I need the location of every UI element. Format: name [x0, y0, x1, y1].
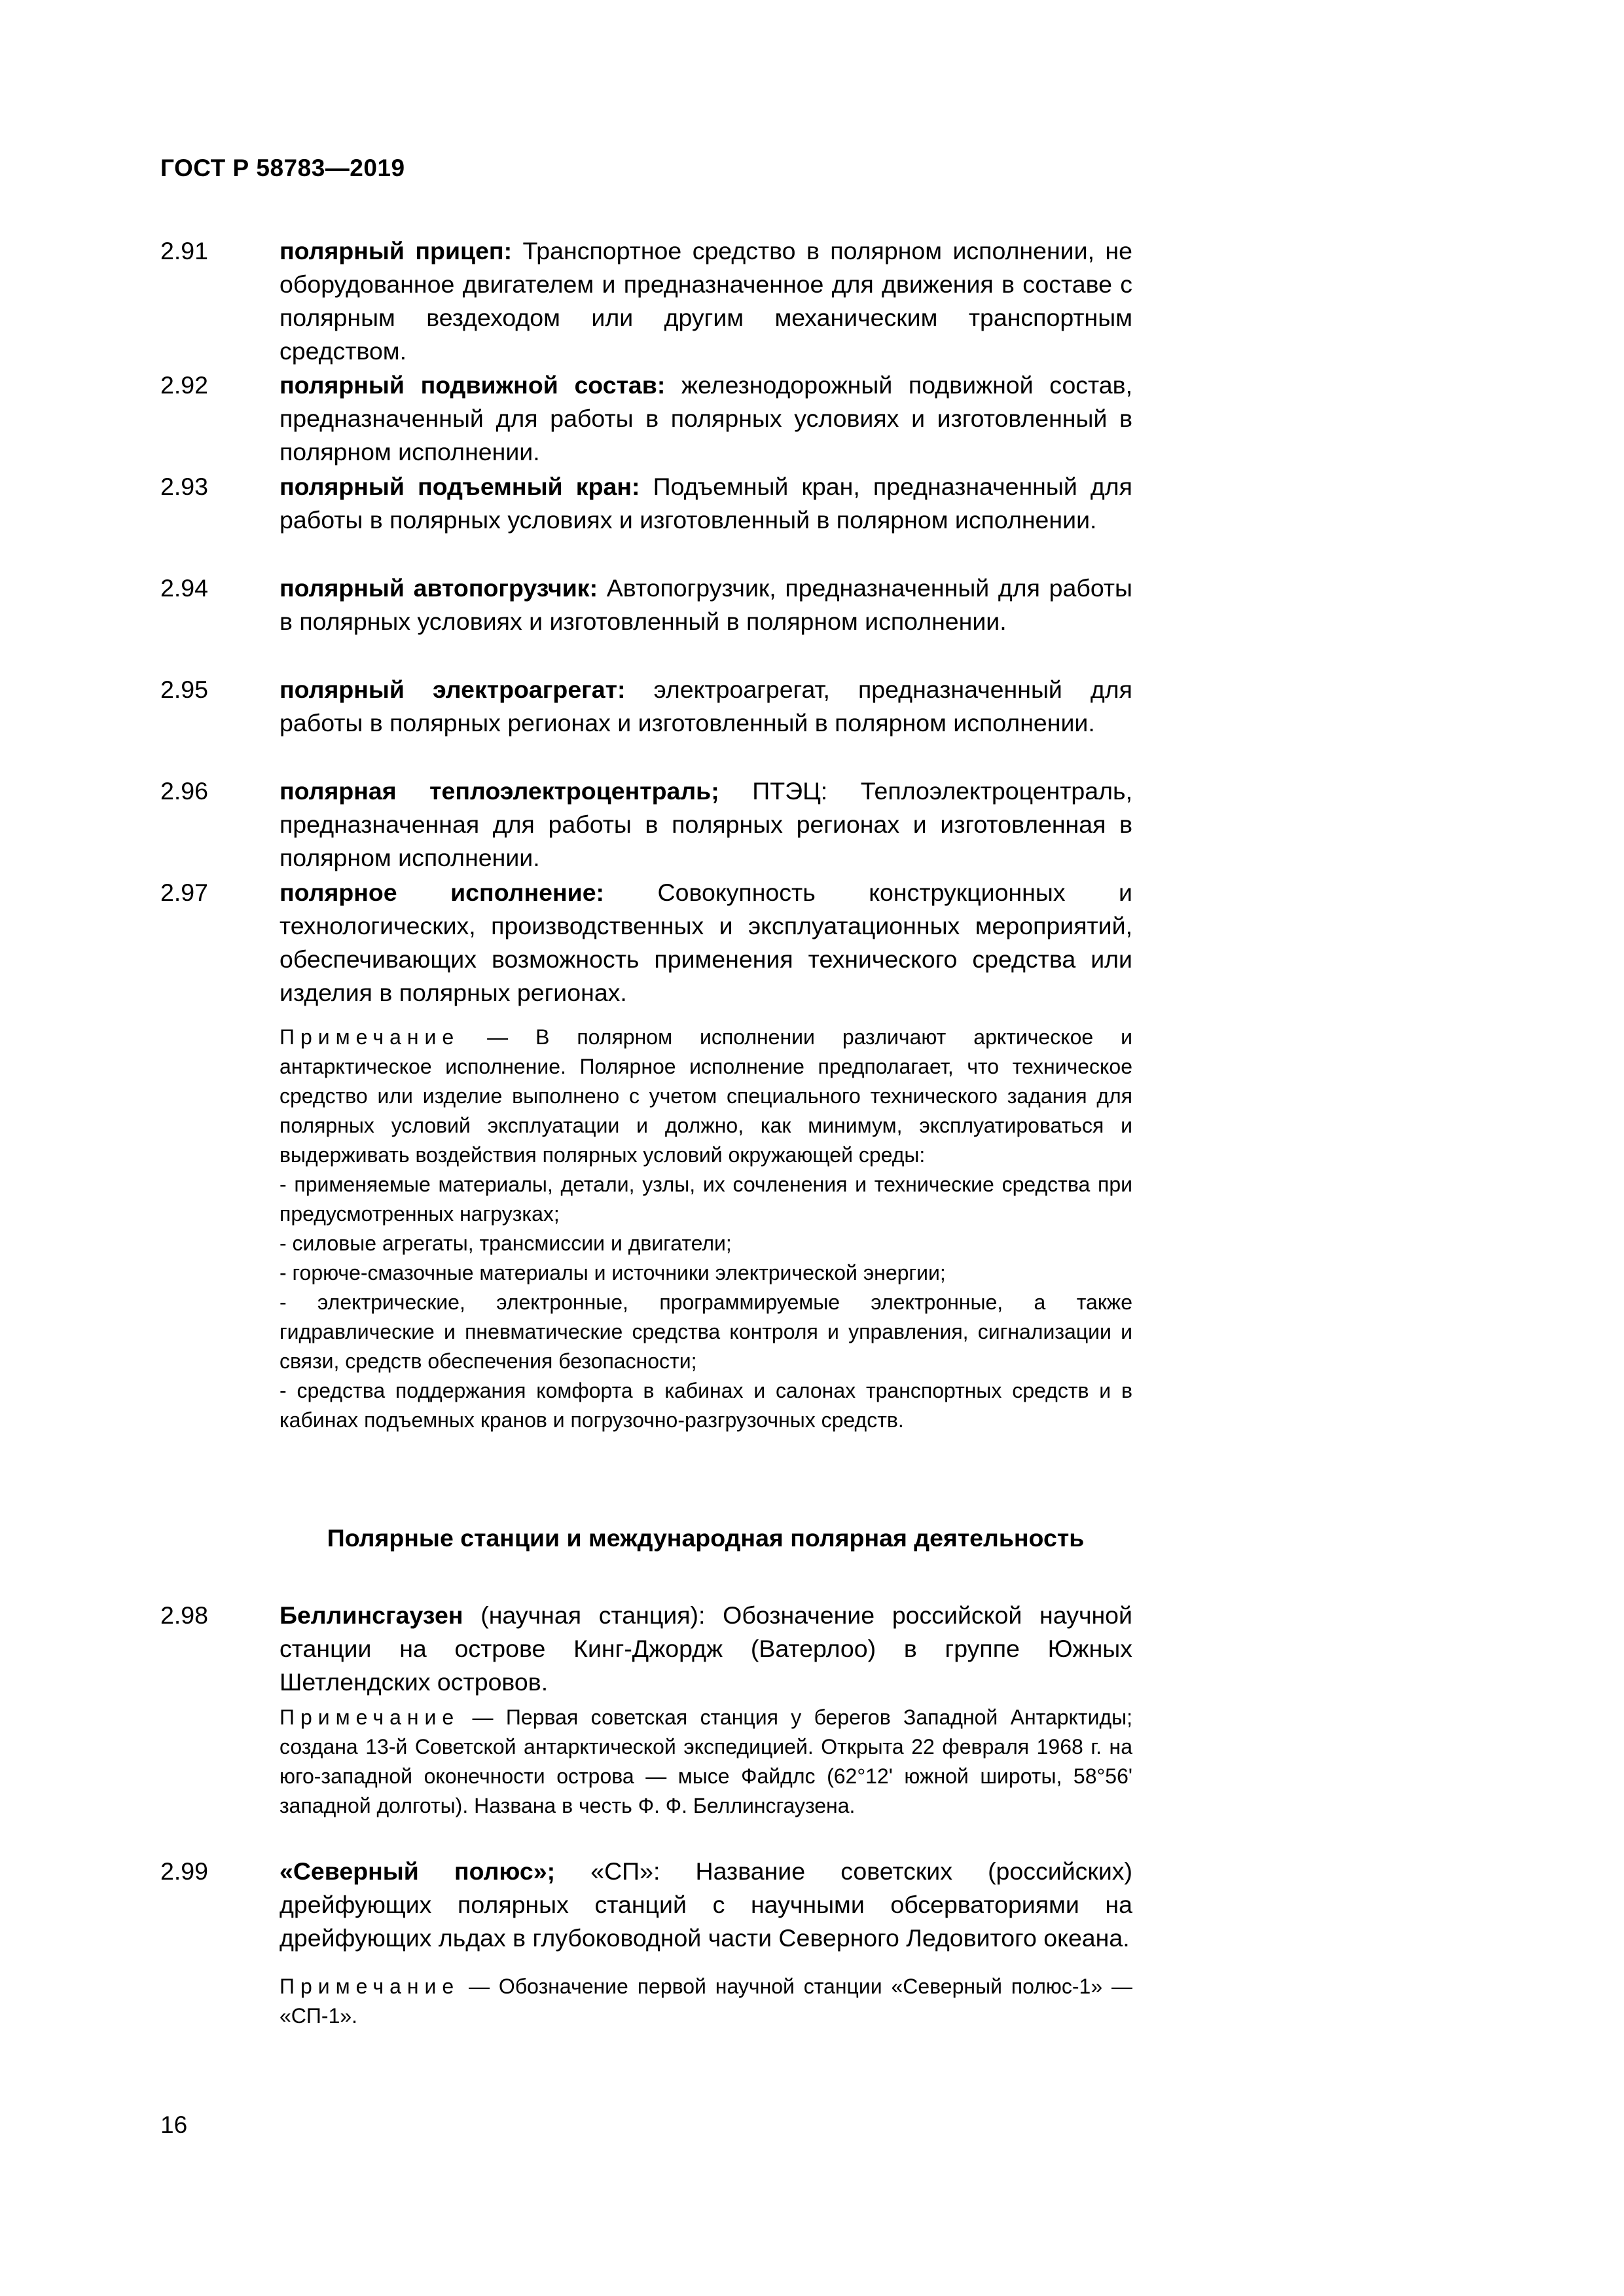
term-name: полярный автопогрузчик: [280, 574, 598, 602]
term-entry [160, 470, 1132, 537]
note-label: Примечание [280, 1025, 460, 1049]
term-entry [160, 234, 1132, 368]
term-number: 2.97 [160, 879, 208, 906]
term-entry [160, 1855, 1132, 2031]
term-name: полярный прицеп: [280, 237, 513, 264]
page-number: 16 [160, 2111, 188, 2138]
term-name: Беллинсгаузен [280, 1601, 463, 1629]
definition-text: электроагрегат, предназначенный для работы в полярных регионах и изготовленный в полярном исполнении. [280, 676, 1132, 737]
definition-text: Транспортное средство в полярном исполнении, не оборудованное двигателем и предназначенное для движения в составе с полярным вездеходом или другим механическим транспортным средством. [280, 237, 1132, 365]
term-number: 2.96 [160, 777, 208, 805]
term-name: полярный подвижной состав: [280, 371, 666, 399]
note-text: — Первая советская станция у берегов Западной Антарктиды; создана 13-й Советской антарктической экспедицией. Открыта 22 февраля 1968 г. на юго-западной оконечности острова — мысе Файдлс (62°12' южной широты, 58°56' западной долготы). Названа в честь Ф. Ф. Беллинсгаузена. [280, 1705, 1132, 1817]
term-entry [160, 1599, 1132, 1821]
term-number: 2.94 [160, 574, 208, 602]
document-header: ГОСТ Р 58783—2019 [160, 155, 405, 181]
term-name: «Северный полюс»; [280, 1857, 556, 1885]
term-definition [280, 673, 1132, 740]
term-name: полярная теплоэлектроцентраль; [280, 777, 719, 805]
definition-text: (научная станция): Обозначение российской научной станции на острове Кинг-Джордж (Ватерлоо) в группе Южных Шетлендских островов. [280, 1601, 1132, 1696]
note-block [280, 1972, 1132, 2031]
term-name: полярный подъемный кран: [280, 473, 640, 500]
term-entry [160, 572, 1132, 638]
note-list-item: - силовые агрегаты, трансмиссии и двигатели; [280, 1231, 732, 1255]
note-text: — Обозначение первой научной станции «Северный полюс-1» — «СП-1». [280, 1975, 1132, 2028]
term-number: 2.93 [160, 473, 208, 500]
term-definition [280, 234, 1132, 368]
term-entry [160, 673, 1132, 740]
definition-text: железнодорожный подвижной состав, предназначенный для работы в полярных условиях и изготовленный в полярном исполнении. [280, 371, 1133, 465]
term-entry [160, 774, 1132, 875]
note-list-item: - применяемые материалы, детали, узлы, их сочленения и технические средства при предусмотренных нагрузках; [280, 1173, 1132, 1226]
section-heading: Полярные станции и международная полярная деятельность [327, 1524, 1085, 1552]
term-name: полярный электроагрегат: [280, 676, 626, 703]
term-entry [160, 369, 1132, 469]
term-definition [280, 774, 1132, 875]
term-number: 2.98 [160, 1601, 208, 1629]
term-definition [280, 369, 1132, 469]
note-intro: — В полярном исполнении различают арктическое и антарктическое исполнение. Полярное исполнение предполагает, что техническое средство или изделие выполнено с учетом специального технического задания для полярных условий эксплуатации и должно, как минимум, эксплуатироваться и выдерживать воздействия полярных условий окружающей среды: [280, 1025, 1132, 1167]
definition-text: «СП»: Название советских (российских) дрейфующих полярных станций с научными обсерваториями на дрейфующих льдах в глубоководной части Северного Ледовитого океана. [280, 1857, 1133, 1952]
definition-text: Подъемный кран, предназначенный для работы в полярных условиях и изготовленный в полярном исполнении. [280, 473, 1132, 534]
definition-text: Совокупность конструкционных и технологических, производственных и эксплуатационных мероприятий, обеспечивающих возможность применения технического средства или изделия в полярных регионах. [280, 879, 1132, 1006]
term-number: 2.91 [160, 237, 208, 264]
term-number: 2.99 [160, 1857, 208, 1885]
term-definition [280, 470, 1132, 537]
note-label: Примечание [280, 1705, 460, 1729]
term-number: 2.92 [160, 371, 208, 399]
term-definition [280, 1855, 1132, 1955]
term-definition [280, 1599, 1132, 1699]
note-block [280, 1023, 1132, 1435]
definition-text: ПТЭЦ: Теплоэлектроцентраль, предназначенная для работы в полярных регионах и изготовленная в полярном исполнении. [280, 777, 1132, 871]
term-name: полярное исполнение: [280, 879, 605, 906]
note-list-item: - средства поддержания комфорта в кабинах и салонах транспортных средств и в кабинах подъемных кранов и погрузочно-разгрузочных средств. [280, 1379, 1132, 1432]
definition-text: Автопогрузчик, предназначенный для работы в полярных условиях и изготовленный в полярном исполнении. [280, 574, 1132, 635]
term-entry [160, 876, 1132, 1435]
term-number: 2.95 [160, 676, 208, 703]
term-definition [280, 876, 1132, 1010]
term-definition [280, 572, 1132, 638]
note-list-item: - горюче-смазочные материалы и источники электрической энергии; [280, 1261, 946, 1285]
note-list-item: - электрические, электронные, программируемые электронные, а также гидравлические и пневматические средства контроля и управления, сигнализации и связи, средств обеспечения безопасности; [280, 1290, 1132, 1373]
note-label: Примечание [280, 1975, 460, 1998]
note-block [280, 1703, 1132, 1821]
